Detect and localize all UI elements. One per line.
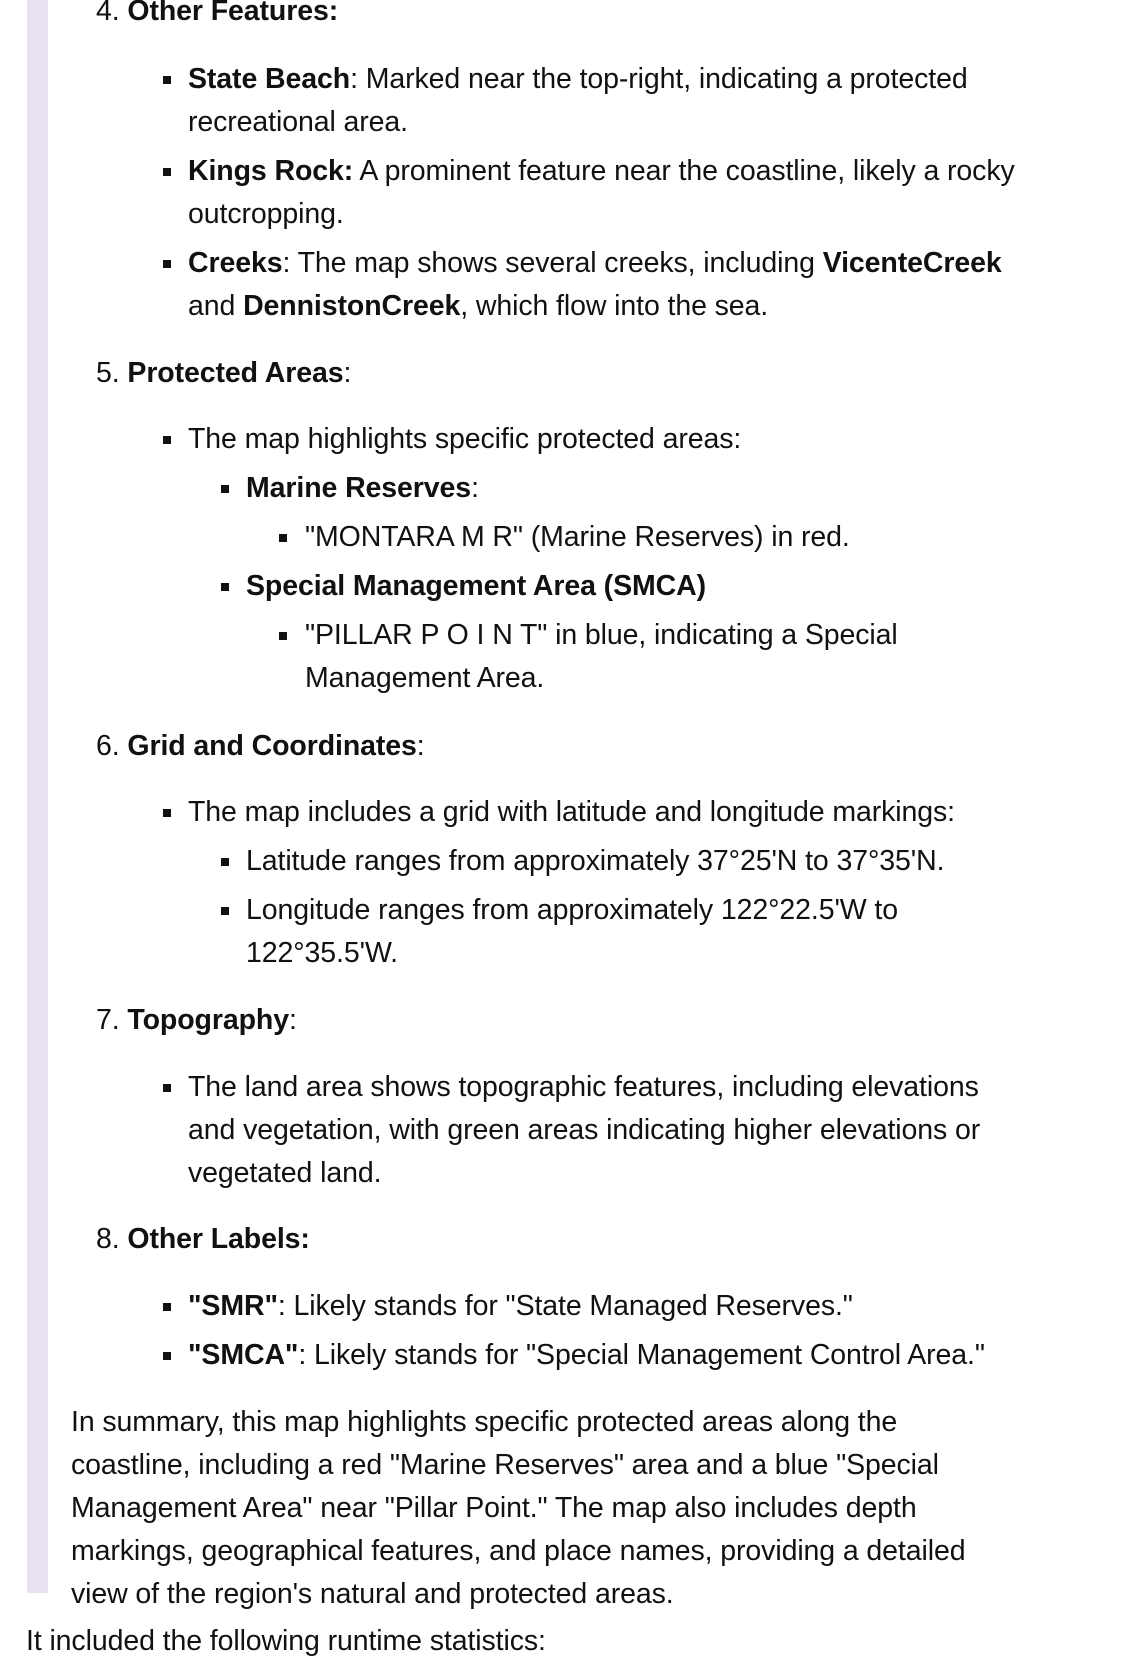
list-item: The land area shows topographic features, including elevations — [188, 1071, 979, 1103]
list-item-continuation: and vegetation, with green areas indicating higher elevations or — [188, 1114, 981, 1146]
bullet-icon — [163, 76, 171, 84]
list-item-continuation: Management Area. — [305, 662, 545, 694]
summary-paragraph-line: view of the region's natural and protected areas. — [71, 1578, 674, 1610]
bullet-icon — [163, 436, 171, 444]
list-item-continuation: outcropping. — [188, 198, 344, 230]
section-heading: 5. Protected Areas: — [96, 357, 352, 389]
bullet-icon — [163, 1352, 171, 1360]
section-heading: 6. Grid and Coordinates: — [96, 730, 425, 762]
bullet-icon — [221, 858, 229, 866]
summary-paragraph-line: markings, geographical features, and place names, providing a detailed — [71, 1535, 966, 1567]
list-item-continuation: and DennistonCreek, which flow into the sea. — [188, 290, 769, 322]
runtime-stats-intro: It included the following runtime statistics: — [26, 1625, 546, 1657]
section-heading: 8. Other Labels: — [96, 1223, 310, 1255]
list-item: Special Management Area (SMCA) — [246, 570, 706, 602]
bullet-icon — [163, 809, 171, 817]
list-item: "SMCA": Likely stands for "Special Management Control Area." — [188, 1339, 985, 1371]
list-item: "MONTARA M R" (Marine Reserves) in red. — [305, 521, 850, 553]
blockquote-bar — [27, 0, 48, 1593]
list-item: Longitude ranges from approximately 122°22.5'W to — [246, 894, 898, 926]
section-heading: 7. Topography: — [96, 1004, 297, 1036]
bullet-icon — [163, 1084, 171, 1092]
bullet-icon — [221, 907, 229, 915]
bullet-icon — [279, 632, 287, 640]
list-item-continuation: 122°35.5'W. — [246, 937, 399, 969]
list-item: Kings Rock: A prominent feature near the coastline, likely a rocky — [188, 155, 1015, 187]
summary-paragraph-line: Management Area" near "Pillar Point." The map also includes depth — [71, 1492, 917, 1524]
section-heading: 4. Other Features: — [96, 0, 339, 27]
bullet-icon — [163, 1303, 171, 1311]
list-item-continuation: recreational area. — [188, 106, 408, 138]
bullet-icon — [221, 583, 229, 591]
list-item: State Beach: Marked near the top-right, indicating a protected — [188, 63, 968, 95]
list-item-continuation: vegetated land. — [188, 1157, 382, 1189]
summary-paragraph-line: In summary, this map highlights specific protected areas along the — [71, 1406, 898, 1438]
list-item: The map includes a grid with latitude and longitude markings: — [188, 796, 956, 828]
list-item: "PILLAR P O I N T" in blue, indicating a Special — [305, 619, 898, 651]
list-item: "SMR": Likely stands for "State Managed Reserves." — [188, 1290, 853, 1322]
list-item: The map highlights specific protected areas: — [188, 423, 742, 455]
bullet-icon — [163, 168, 171, 176]
list-item: Marine Reserves: — [246, 472, 479, 504]
list-item: Creeks: The map shows several creeks, including VicenteCreek — [188, 247, 1002, 279]
list-item: Latitude ranges from approximately 37°25'N to 37°35'N. — [246, 845, 945, 877]
bullet-icon — [163, 260, 171, 268]
bullet-icon — [279, 534, 287, 542]
bullet-icon — [221, 485, 229, 493]
summary-paragraph-line: coastline, including a red "Marine Reserves" area and a blue "Special — [71, 1449, 939, 1481]
